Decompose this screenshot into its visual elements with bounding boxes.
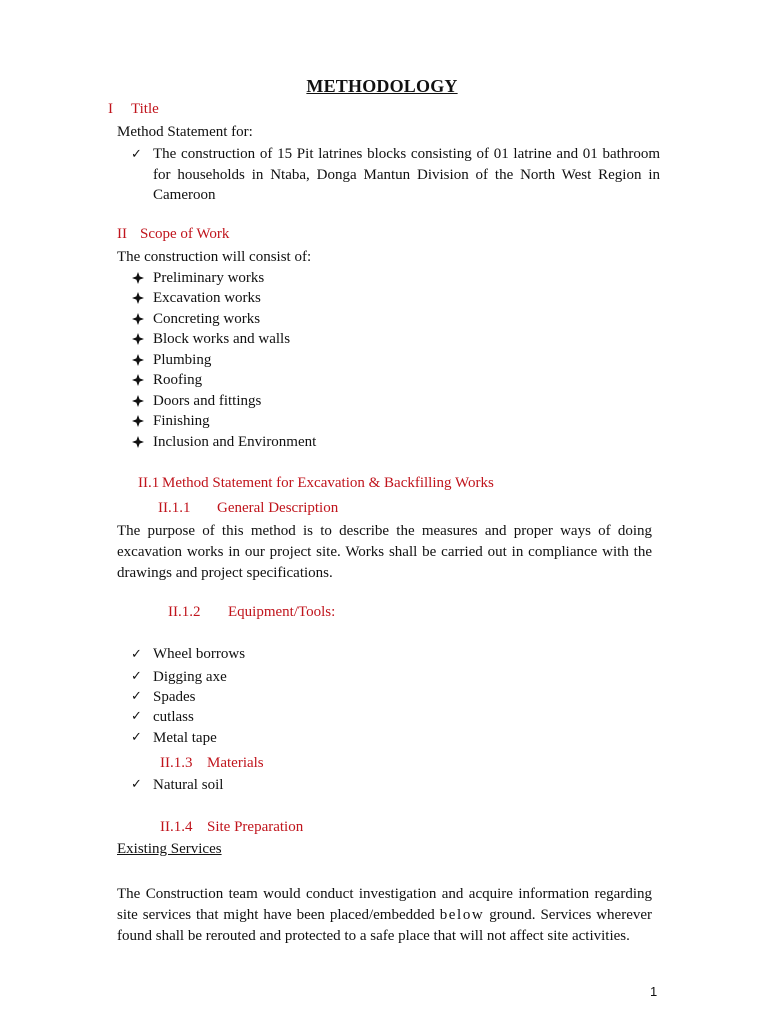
list-item: Doors and fittings <box>153 393 262 409</box>
section-2-1-1-number: II.1.1 <box>158 500 191 516</box>
section-2-number: II <box>117 226 127 242</box>
section-2-intro: The construction will consist of: <box>117 249 312 265</box>
diamond-bullet-icon <box>132 333 144 345</box>
list-item: Wheel borrows <box>153 646 246 662</box>
list-item: cutlass <box>153 709 194 725</box>
section-1-intro: Method Statement for: <box>117 124 253 140</box>
section-2-1-2-heading: Equipment/Tools: <box>228 604 336 620</box>
list-item: Inclusion and Environment <box>153 434 317 450</box>
paragraph-text-spaced: below <box>439 906 485 923</box>
paragraph-text-part-1: The Construction team would conduct investigation and acquire information regarding site services that might have been placed/embedded <box>117 886 652 923</box>
diamond-bullet-icon <box>132 436 144 448</box>
page-number: 1 <box>650 984 658 999</box>
section-2-1-2-number: II.1.2 <box>168 604 201 620</box>
check-icon: ✓ <box>131 708 142 723</box>
diamond-bullet-icon <box>132 374 144 386</box>
list-item: Concreting works <box>153 311 261 327</box>
list-item: Plumbing <box>153 352 212 368</box>
section-2-1-1-heading: General Description <box>217 500 339 516</box>
check-icon: ✓ <box>131 668 142 683</box>
check-icon: ✓ <box>131 646 142 661</box>
check-icon: ✓ <box>131 729 142 744</box>
diamond-bullet-icon <box>132 354 144 366</box>
diamond-bullet-icon <box>132 272 144 284</box>
diamond-bullet-icon <box>132 313 144 325</box>
list-item: Excavation works <box>153 290 261 306</box>
section-2-1-heading: Method Statement for Excavation & Backfilling Works <box>162 475 494 491</box>
diamond-bullet-icon <box>132 395 144 407</box>
paragraph-text-part-2: ground. Services wherever found shall be rerouted and protected to a safe place that will not affect site activities. <box>117 906 653 944</box>
list-item: Metal tape <box>153 730 217 746</box>
list-item: Roofing <box>153 372 203 388</box>
section-1-heading: Title <box>131 101 159 117</box>
section-2-heading: Scope of Work <box>140 226 230 242</box>
diamond-bullet-icon <box>132 292 144 304</box>
section-2-1-4-heading: Site Preparation <box>207 819 304 835</box>
diamond-bullet-icon <box>132 415 144 427</box>
section-1-item: The construction of 15 Pit latrines blocks consisting of 01 latrine and 01 bathroom for households in Ntaba, Donga Mantun Division of the North West Region in Cameroon <box>153 146 660 203</box>
list-item: Block works and walls <box>153 331 291 347</box>
section-2-1-3-heading: Materials <box>207 755 264 771</box>
list-item: Finishing <box>153 413 210 429</box>
site-preparation-paragraph <box>117 884 652 946</box>
list-item: Natural soil <box>153 777 224 793</box>
general-description-paragraph: The purpose of this method is to describe the measures and proper ways of doing excavation works in our project site. Works shall be carried out in compliance with the drawings and project specifications. <box>117 523 652 581</box>
section-2-1-4-number: II.1.4 <box>160 819 193 835</box>
check-icon: ✓ <box>131 776 142 791</box>
list-item: Spades <box>153 689 196 705</box>
list-item: Preliminary works <box>153 270 265 286</box>
existing-services-subheading: Existing Services <box>117 841 222 857</box>
check-icon: ✓ <box>131 688 142 703</box>
check-icon: ✓ <box>131 146 142 161</box>
section-1-number: I <box>108 101 113 117</box>
section-2-1-3-number: II.1.3 <box>160 755 193 771</box>
list-item: Digging axe <box>153 669 227 685</box>
section-2-1-number: II.1 <box>138 475 160 491</box>
page-title: METHODOLOGY <box>306 76 458 96</box>
